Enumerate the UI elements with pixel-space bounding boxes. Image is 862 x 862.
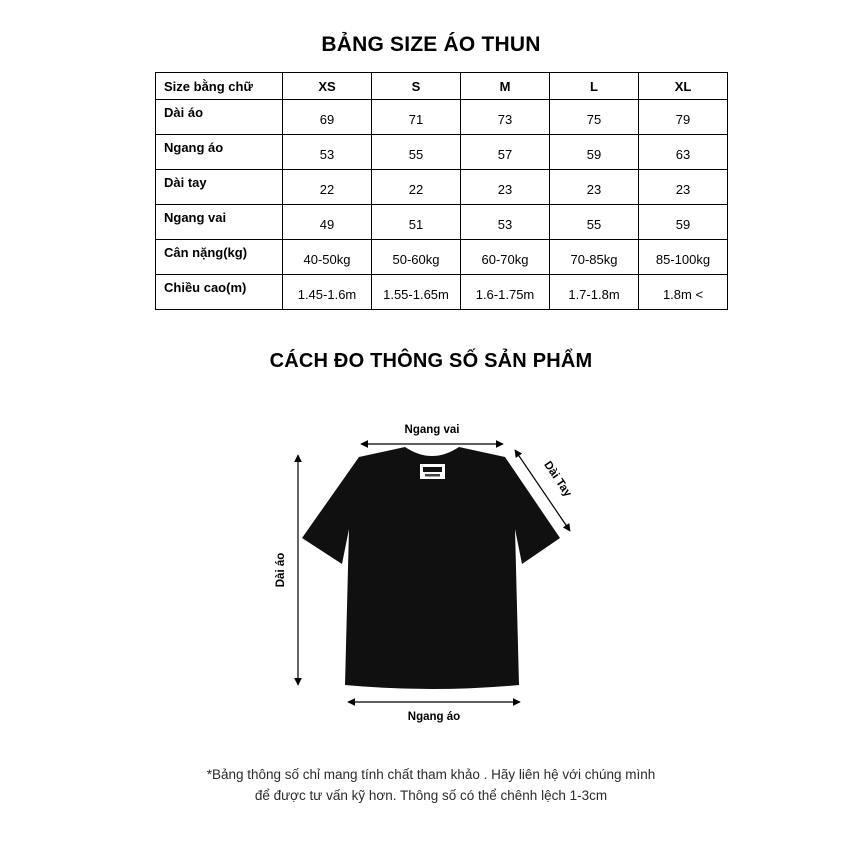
table-row bbox=[156, 135, 728, 170]
size-value-cell: 23 bbox=[639, 170, 728, 205]
measurement-label-cell: Ngang áo bbox=[156, 135, 283, 170]
size-value-cell: 85-100kg bbox=[639, 240, 728, 275]
measurement-label-cell: Ngang vai bbox=[156, 205, 283, 240]
size-value-cell: 70-85kg bbox=[550, 240, 639, 275]
tshirt-silhouette bbox=[302, 447, 560, 689]
header-cell-xl: XL bbox=[639, 73, 728, 100]
measurement-label-cell: Chiều cao(m) bbox=[156, 275, 283, 310]
size-value-cell: 1.8m < bbox=[639, 275, 728, 310]
size-value-cell: 55 bbox=[372, 135, 461, 170]
size-value-cell: 1.45-1.6m bbox=[283, 275, 372, 310]
header-cell-size-label: Size bằng chữ bbox=[156, 73, 283, 100]
size-value-cell: 59 bbox=[550, 135, 639, 170]
size-value-cell: 75 bbox=[550, 100, 639, 135]
shoulder-width-label: Ngang vai bbox=[404, 424, 460, 436]
measurement-label-cell: Dài áo bbox=[156, 100, 283, 135]
size-table bbox=[155, 72, 728, 310]
size-value-cell: 22 bbox=[283, 170, 372, 205]
size-value-cell: 53 bbox=[283, 135, 372, 170]
sleeve-length-label: Dài Tay bbox=[541, 459, 574, 500]
size-value-cell: 57 bbox=[461, 135, 550, 170]
size-value-cell: 79 bbox=[639, 100, 728, 135]
table-row bbox=[156, 275, 728, 310]
collar-tag-logo-mark bbox=[423, 467, 442, 472]
size-value-cell: 23 bbox=[550, 170, 639, 205]
header-cell-l: L bbox=[550, 73, 639, 100]
size-value-cell: 60-70kg bbox=[461, 240, 550, 275]
size-value-cell: 55 bbox=[550, 205, 639, 240]
size-value-cell: 51 bbox=[372, 205, 461, 240]
size-value-cell: 40-50kg bbox=[283, 240, 372, 275]
size-value-cell: 69 bbox=[283, 100, 372, 135]
size-value-cell: 63 bbox=[639, 135, 728, 170]
size-value-cell: 1.6-1.75m bbox=[461, 275, 550, 310]
table-row bbox=[156, 170, 728, 205]
measurement-label-cell: Cân nặng(kg) bbox=[156, 240, 283, 275]
size-value-cell: 71 bbox=[372, 100, 461, 135]
table-row bbox=[156, 205, 728, 240]
size-table-header-row bbox=[156, 73, 728, 100]
page-title: BẢNG SIZE ÁO THUN bbox=[321, 33, 541, 56]
size-value-cell: 1.7-1.8m bbox=[550, 275, 639, 310]
table-row bbox=[156, 240, 728, 275]
chest-width-label: Ngang áo bbox=[407, 711, 461, 723]
size-value-cell: 73 bbox=[461, 100, 550, 135]
size-value-cell: 49 bbox=[283, 205, 372, 240]
size-value-cell: 23 bbox=[461, 170, 550, 205]
footnote-line-1: *Bảng thông số chỉ mang tính chất tham khảo . Hãy liên hệ với chúng mình bbox=[206, 767, 656, 782]
size-value-cell: 22 bbox=[372, 170, 461, 205]
collar-tag-text-mark bbox=[425, 474, 440, 477]
footnote-line-2: để được tư vấn kỹ hơn. Thông số có thể chênh lệch 1-3cm bbox=[254, 788, 608, 803]
measurement-label-cell: Dài tay bbox=[156, 170, 283, 205]
size-value-cell: 59 bbox=[639, 205, 728, 240]
shirt-length-label: Dài áo bbox=[275, 552, 287, 588]
footnote bbox=[0, 764, 862, 806]
size-value-cell: 1.55-1.65m bbox=[372, 275, 461, 310]
tshirt-measurement-diagram bbox=[0, 417, 862, 734]
size-value-cell: 50-60kg bbox=[372, 240, 461, 275]
header-cell-xs: XS bbox=[283, 73, 372, 100]
measurement-section-title: CÁCH ĐO THÔNG SỐ SẢN PHẨM bbox=[269, 350, 593, 372]
table-row bbox=[156, 100, 728, 135]
header-cell-s: S bbox=[372, 73, 461, 100]
tshirt-diagram-svg bbox=[271, 417, 591, 729]
header-cell-m: M bbox=[461, 73, 550, 100]
size-value-cell: 53 bbox=[461, 205, 550, 240]
